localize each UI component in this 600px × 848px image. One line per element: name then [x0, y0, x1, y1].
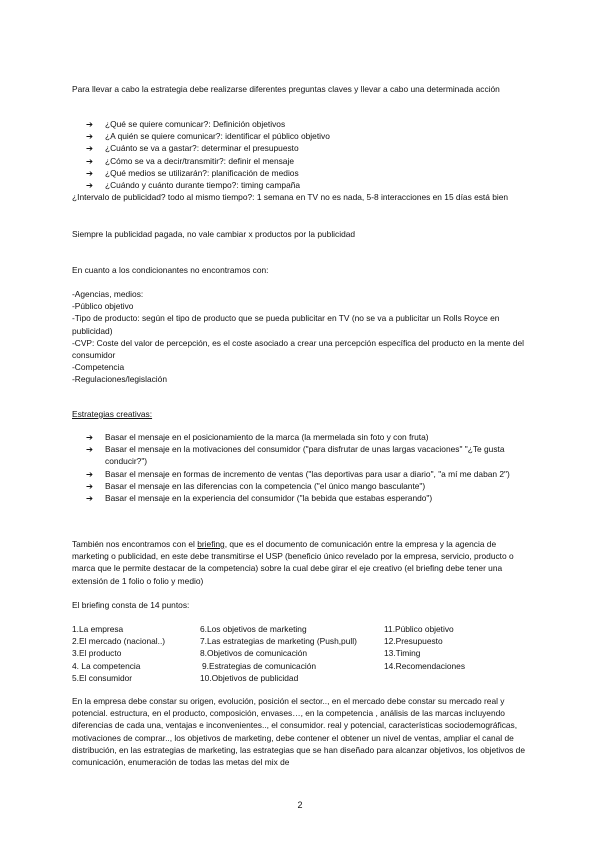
arrow-icon: ➔ [86, 480, 94, 491]
list-item: 11.Público objetivo [384, 624, 454, 634]
arrow-icon: ➔ [86, 432, 94, 442]
list-item: 3.El producto [72, 648, 122, 659]
list-item: ➔ ¿Qué se quiere comunicar?: Definición objetivos [86, 119, 286, 129]
list-item: 7.Las estrategias de marketing (Push,pull) [200, 636, 357, 647]
arrow-icon: ➔ [86, 143, 94, 154]
list-item: ➔ Basar el mensaje en formas de incremento de ventas ("las deportivas para usar a diario", "a mí me daban 2") [86, 468, 510, 479]
list-item: -Tipo de producto: según el tipo de producto que se pueda publicitar en TV (no se va a publicitar un Rolls Royce en publicidad) [72, 313, 500, 336]
list-item: ➔ Basar el mensaje en la experiencia del consumidor ("la bebida que estabas esperando") [86, 493, 433, 504]
list-item: ➔ ¿Cuánto se va a gastar?: determinar el presupuesto [86, 143, 299, 154]
list-item: 4. La competencia [72, 660, 141, 671]
points-intro: El briefing consta de 14 puntos: [72, 600, 190, 610]
arrow-icon: ➔ [86, 493, 94, 504]
points-column-1 [72, 623, 165, 684]
page-number: 2 [297, 800, 303, 810]
list-item: 10.Objetivos de publicidad [200, 672, 299, 683]
list-item: 5.El consumidor [72, 672, 133, 683]
points-column-2 [200, 623, 357, 684]
list-item: ➔ ¿Cómo se va a decir/transmitir?: definir el mensaje [86, 155, 294, 166]
list-item: 6.Los objetivos de marketing [200, 624, 307, 634]
arrow-icon: ➔ [86, 180, 94, 191]
arrow-icon: ➔ [86, 444, 94, 455]
conditioning-list [72, 288, 532, 386]
list-item: -Agencias, medios: [72, 289, 144, 299]
list-item: 1.La empresa [72, 624, 124, 634]
list-item: 2.El mercado (nacional..) [72, 636, 166, 647]
list-item: ➔ ¿Cuándo y cuánto durante tiempo?: timing campaña [86, 180, 301, 191]
intro-paragraph: Para llevar a cabo la estrategia debe realizarse diferentes preguntas claves y llevar a cabo una determinada acción [72, 84, 500, 94]
list-item: ➔ Basar el mensaje en la motivaciones del consumidor ("para disfrutar de unas largas vacaciones" "¿Te gusta conducir?") [86, 444, 505, 467]
questions-list [72, 118, 532, 191]
briefing-points-grid [72, 623, 532, 683]
points-column-3 [384, 623, 465, 672]
creative-list [72, 431, 532, 504]
paid-ads-paragraph: Siempre la publicidad pagada, no vale cambiar x productos por la publicidad [72, 229, 356, 239]
list-item: -Regulaciones/legislación [72, 374, 167, 385]
list-item: ➔ ¿A quién se quiere comunicar?: identificar el público objetivo [86, 131, 330, 142]
list-item: 9.Estrategias de comunicación [202, 660, 317, 671]
list-item: ➔ Basar el mensaje en las diferencias con la competencia ("el único mango basculante") [86, 480, 426, 491]
list-item: 13.Timing [384, 648, 421, 659]
list-item: ➔ Basar el mensaje en el posicionamiento de la marca (la mermelada sin foto y con fruta) [86, 432, 429, 442]
list-item: -CVP: Coste del valor de percepción, es el coste asociado a crear una percepción específica del producto en la mente del consumidor [72, 337, 525, 361]
list-item: -Público objetivo [72, 301, 134, 312]
arrow-icon: ➔ [86, 167, 94, 178]
creative-heading: Estrategias creativas: [72, 409, 153, 419]
briefing-term: briefing [197, 539, 225, 549]
conditioning-intro: En cuanto a los condicionantes no encontramos con: [72, 265, 269, 275]
closing-paragraph: En la empresa debe constar su origen, evolución, posición el sector.., en el mercado debe constar su mercado real y potencial. estructura, en el producto, composición, envases…, en la competencia , análisis de las marcas incluyendo diferencias de cada una, ventajas e inconvenientes.., el consumidor. real y potencial, características sociodemográficas, motivaciones de comprar.., los objetivos de marketing, debe contener el obtener un nivel de ventas, ampliar el canal de distribución, en las estrategias de marketing, las estrategias que se han diseñado para alcanzar objetivos, los objetivos de comunicación, enumeración de todas las metas del mix de [72, 696, 525, 768]
list-item: 8.Objetivos de comunicación [200, 648, 308, 659]
list-item: -Competencia [72, 362, 125, 373]
list-item: ➔ ¿Qué medios se utilizarán?: planificación de medios [86, 167, 299, 178]
list-item: 12.Presupuesto [384, 636, 443, 647]
list-item: 14.Recomendaciones [384, 660, 466, 671]
arrow-icon: ➔ [86, 468, 94, 479]
arrow-icon: ➔ [86, 131, 94, 142]
briefing-paragraph: También nos encontramos con el briefing, que es el documento de comunicación entre la empresa y la agencia de marketing o publicidad, en este debe transmitirse el USP (beneficio único revelado por la empresa, servicio, producto o marca que le permite destacar de la competencia) sobre la cual debe girar el eje creativo (el briefing debe tener una extensión de 1 folio o folio y medio) [72, 539, 514, 586]
arrow-icon: ➔ [86, 155, 94, 166]
interval-paragraph: ¿Intervalo de publicidad? todo al mismo tiempo?: 1 semana en TV no es nada, 5-8 interacciones en 15 días está bien [72, 192, 509, 202]
arrow-icon: ➔ [86, 119, 94, 129]
